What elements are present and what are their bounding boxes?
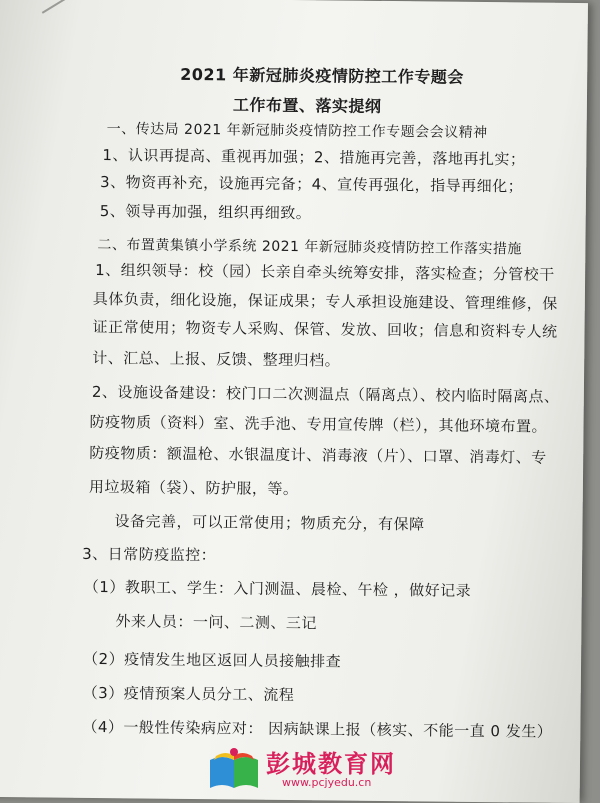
text-line: 具体负责，细化设施，保证成果；专人承担设施建设、管理维修，保 [92,289,558,313]
text-line: 外来人员：一问、二测、三记 [115,612,318,633]
text-line: 一、传达局 2021 年新冠肺炎疫情防控工作专题会会议精神 [106,121,488,142]
text-line: 1、认识再提高、重视再加强；2、措施再完善，落地再扎实； [102,146,526,169]
document-title: 2021 年新冠肺炎疫情防控工作专题会 [180,64,464,87]
open-book-logo-icon [208,746,260,790]
watermark-name: 彭城教育网 [266,750,396,778]
text-line: 二、布置黄集镇小学系统 2021 年新冠肺炎疫情防控工作落实措施 [97,236,523,258]
text-line: （1）教职工、学生：入门测温、晨检、午检 ，做好记录 [83,577,472,600]
text-line: 3、日常防疫监控： [82,544,217,565]
text-line: 防疫物质（资料）室、洗手池、专用宣传牌（栏），其他环境布置。 [89,412,548,436]
text-line: 3、物资再补充，设施再完备；4、宣传再强化，指导再细化； [99,173,524,196]
text-line: 证正常使用；物资专人采购、保管、发放、回收；信息和资料专人统 [92,317,558,341]
text-line: （3）疫情预案人员分工、流程 [82,683,295,705]
document-subtitle: 工作布置、落实提纲 [232,95,382,116]
text-line: 设备完善，可以正常使用；物质充分，有保障 [114,512,425,534]
text-line: 5、领导再加强，组织再细致。 [99,201,312,223]
pencil-mark [42,0,70,14]
text-line: （2）疫情发生地区返回人员接触排查 [82,649,342,671]
text-line: 用垃圾箱（袋）、防护服，等。 [88,477,299,499]
text-line: 2、设施设备建设：校门口二次测温点（隔离点）、校内临时隔离点、 [91,382,560,406]
text-line: 1、组织领导：校（园）长亲自牵头统筹安排，落实检查；分管校干 [95,260,555,284]
text-line: 计、汇总、上报、反馈、整理归档。 [92,348,341,370]
watermark-url: www.pcjyedu.cn [282,776,372,789]
watermark [208,742,408,794]
text-line: （4）一般性传染病应对： 因病缺课上报（核实、不能一直 0 发生） [82,717,553,741]
text-line: 防疫物质：额温枪、水银温度计、消毒液（片）、口罩、消毒灯、专 [89,443,547,467]
